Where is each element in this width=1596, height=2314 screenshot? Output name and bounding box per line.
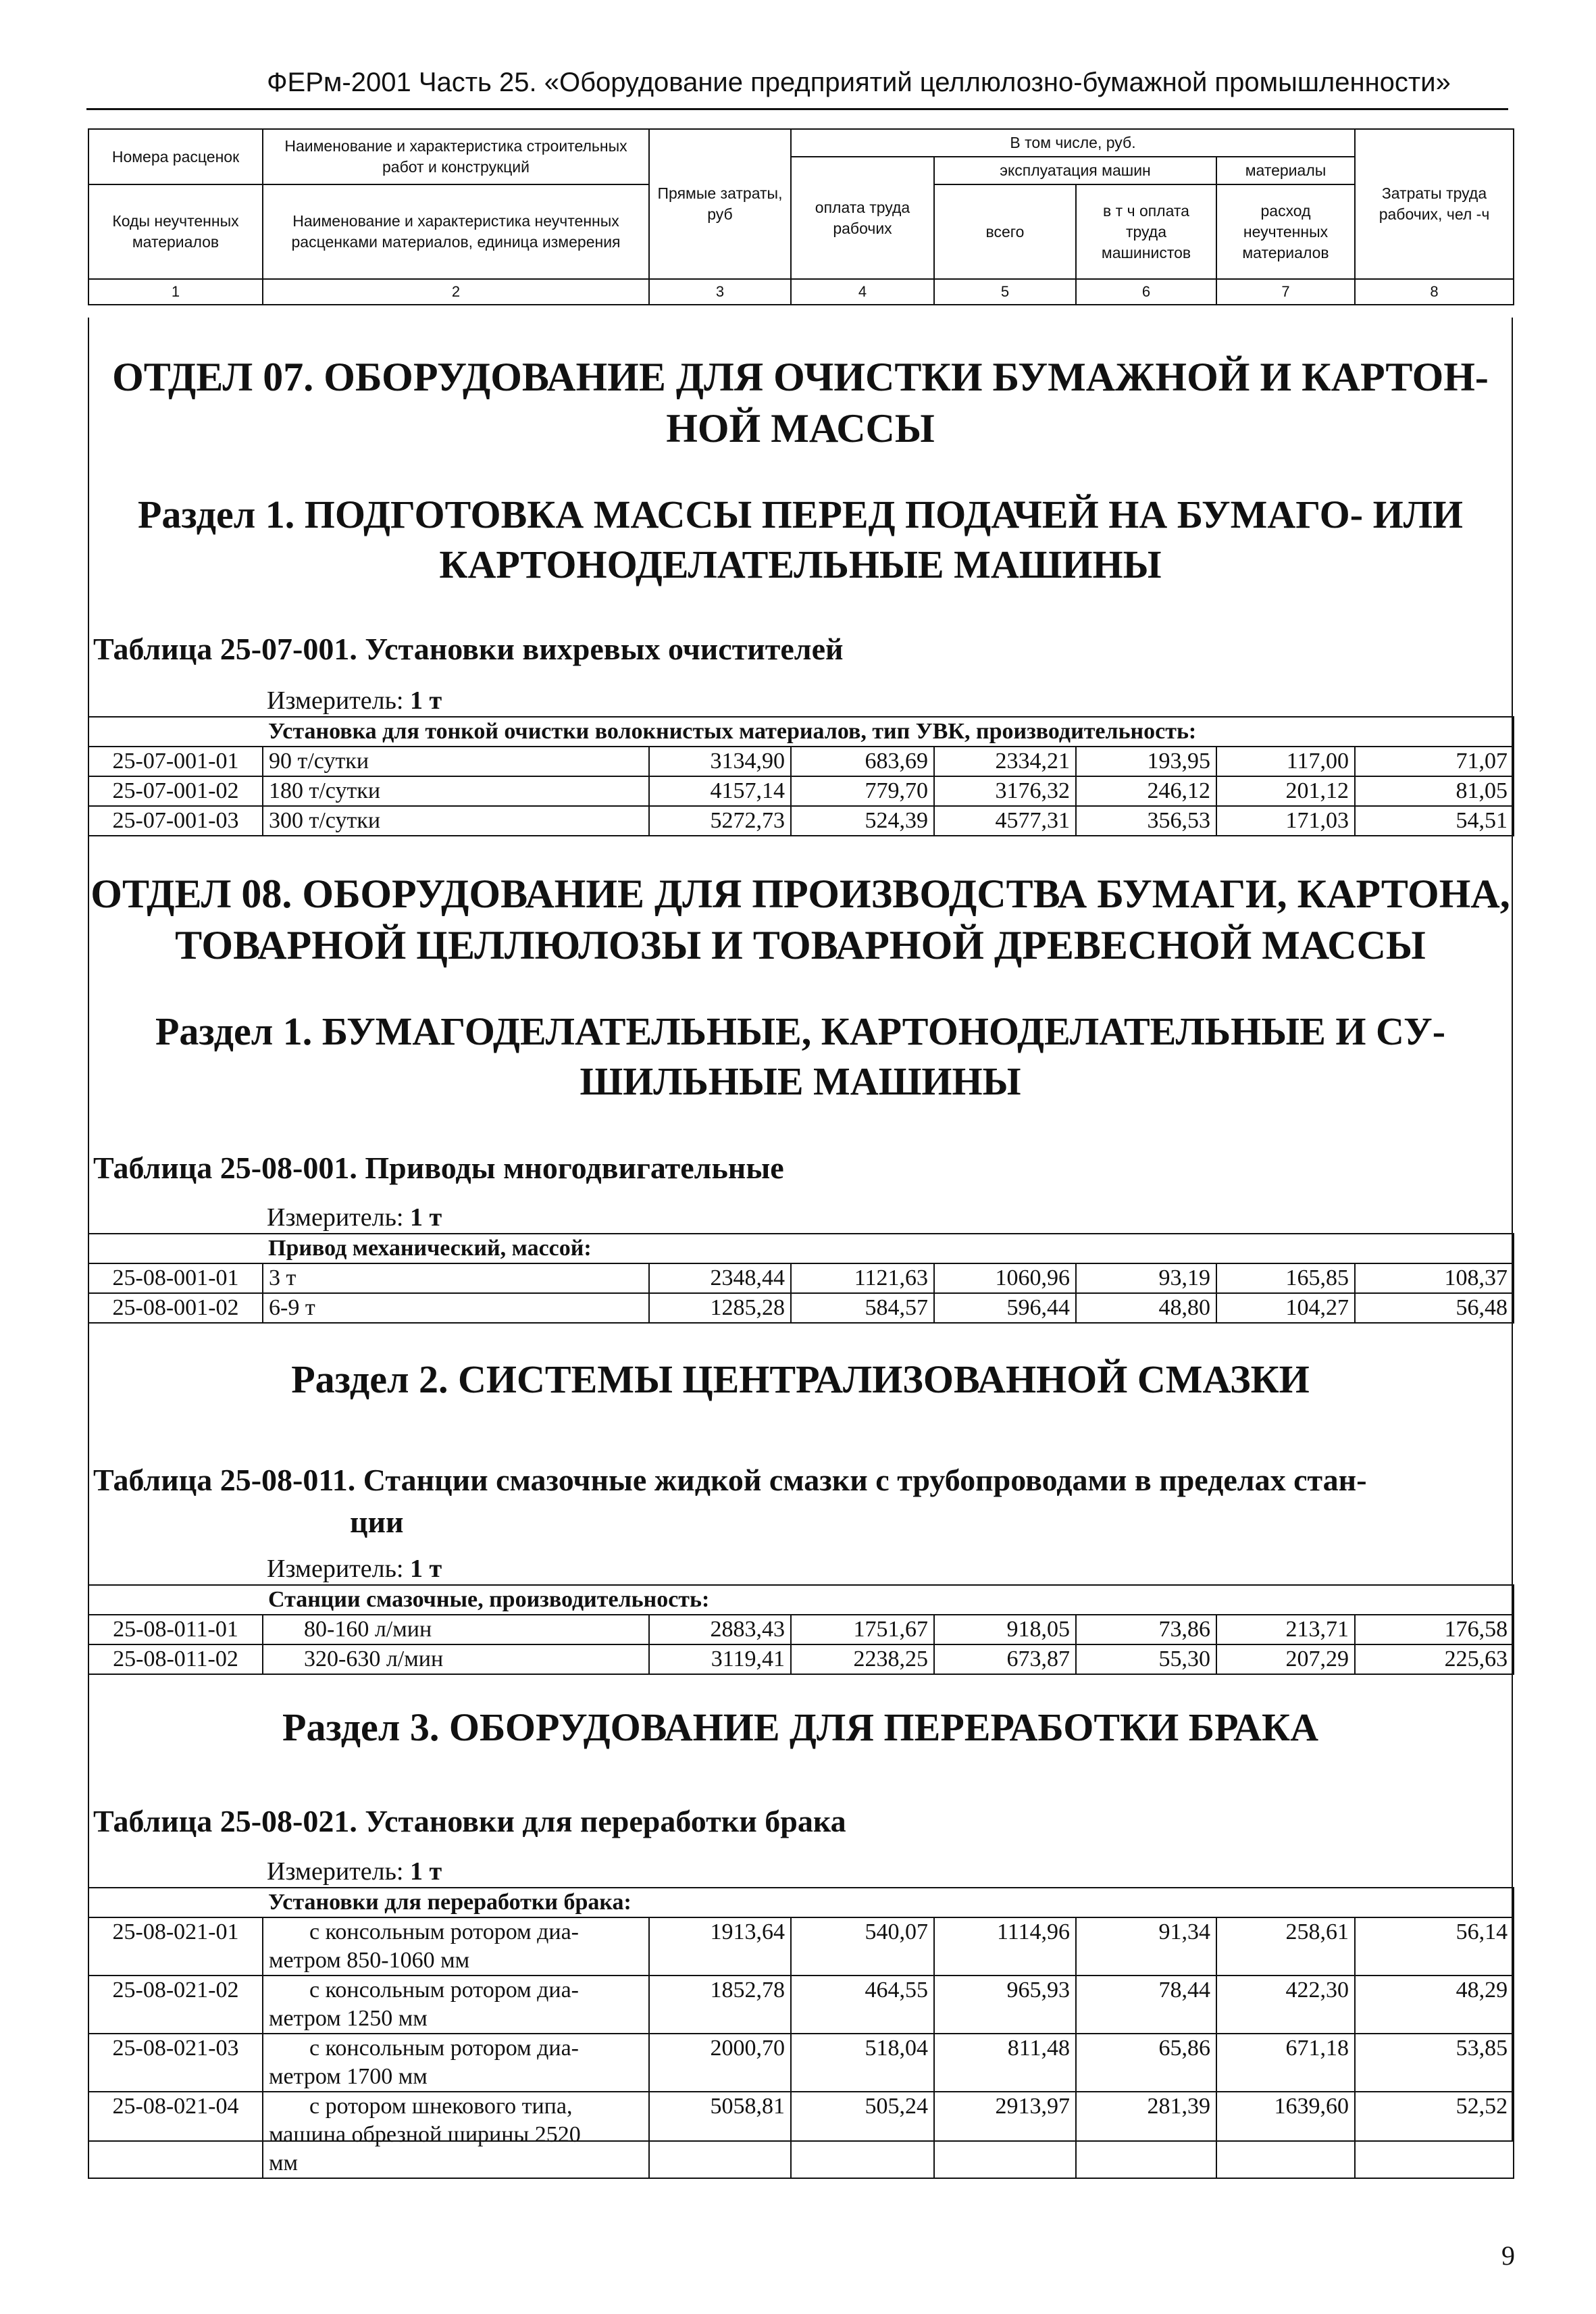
table-caption-line: Таблица 25-08-011. Станции смазочные жидкой смазки с трубопроводами в пределах стан- — [93, 1463, 1367, 1497]
section-title: Раздел 2. СИСТЕМЫ ЦЕНТРАЛИЗОВАННОЙ СМАЗКИ — [291, 1357, 1310, 1401]
measure-value: 1 т — [410, 686, 442, 715]
header-col-number: 2 — [263, 279, 649, 305]
cell-value: 73,86 — [1076, 1615, 1216, 1644]
cell-value: 1285,28 — [649, 1293, 791, 1323]
rate-code: 25-08-021-04 — [88, 2092, 263, 2178]
table-row — [88, 1976, 1514, 2034]
cell-value: 5058,81 — [649, 2092, 791, 2178]
cell-value: 56,14 — [1355, 1917, 1514, 1976]
rate-code: 25-08-001-01 — [88, 1263, 263, 1293]
cell-value: 2883,43 — [649, 1615, 791, 1644]
item-name-line: машина обрезной ширины 2520 — [269, 2122, 581, 2147]
item-name-line: с консольным ротором диа- — [309, 2036, 579, 2061]
cell-value: 54,51 — [1355, 806, 1514, 836]
header-labor-cost: Затраты труда рабочих, чел -ч — [1355, 129, 1514, 279]
measure-label: Измеритель: — [267, 1857, 404, 1886]
rate-code: 25-08-001-02 — [88, 1293, 263, 1323]
measure-label: Измеритель: — [267, 686, 404, 715]
running-head: ФЕРм-2001 Часть 25. «Оборудование предприятий целлюлозно-бумажной промышленности» — [267, 68, 1451, 97]
cell-value: 3119,41 — [649, 1644, 791, 1674]
rate-code: 25-08-021-02 — [88, 1976, 263, 2034]
item-name — [263, 1917, 649, 1976]
data-table — [88, 716, 1514, 836]
table-caption-line: ции — [350, 1505, 404, 1539]
section-title-line: Раздел 1. БУМАГОДЕЛАТЕЛЬНЫЕ, КАРТОНОДЕЛАТЕЛЬНЫЕ И СУ- — [155, 1009, 1446, 1053]
measure-unit — [267, 1857, 442, 1886]
header-direct-costs: Прямые затраты, руб — [649, 129, 791, 279]
data-table — [88, 1233, 1514, 1324]
header-materials: материалы — [1216, 157, 1355, 184]
table-row — [88, 747, 1514, 776]
rate-code: 25-07-001-01 — [88, 747, 263, 776]
cell-value: 811,48 — [934, 2034, 1076, 2092]
group-row: Установка для тонкой очистки волокнистых материалов, тип УВК, производительность: — [88, 717, 1514, 747]
cell-value: 93,19 — [1076, 1263, 1216, 1293]
table-row — [88, 2092, 1514, 2178]
section-title-line: ШИЛЬНЫЕ МАШИНЫ — [580, 1059, 1021, 1103]
measure-unit — [267, 1554, 442, 1584]
cell-value: 78,44 — [1076, 1976, 1216, 2034]
cell-value: 55,30 — [1076, 1644, 1216, 1674]
header-col-number: 6 — [1076, 279, 1216, 305]
cell-value: 5272,73 — [649, 806, 791, 836]
header-col-number: 8 — [1355, 279, 1514, 305]
item-name-line: метром 1250 мм — [269, 2006, 428, 2031]
cell-value: 193,95 — [1076, 747, 1216, 776]
rate-code: 25-08-011-02 — [88, 1644, 263, 1674]
item-name-line: с ротором шнекового типа, — [309, 2094, 573, 2119]
measure-value: 1 т — [410, 1555, 442, 1583]
cell-value: 117,00 — [1216, 747, 1355, 776]
cell-value: 2334,21 — [934, 747, 1076, 776]
item-name-line: мм — [269, 2150, 299, 2175]
cell-value: 584,57 — [791, 1293, 934, 1323]
rate-code: 25-08-011-01 — [88, 1615, 263, 1644]
cell-value: 464,55 — [791, 1976, 934, 2034]
cell-value: 171,03 — [1216, 806, 1355, 836]
header-work-name: Наименование и характеристика строительных работ и конструкций — [263, 129, 649, 184]
cell-value: 53,85 — [1355, 2034, 1514, 2092]
cell-value: 48,29 — [1355, 1976, 1514, 2034]
header-including: В том числе, руб. — [791, 129, 1355, 157]
item-name — [263, 1976, 649, 2034]
cell-value: 281,39 — [1076, 2092, 1216, 2178]
item-name-line: метром 850-1060 мм — [269, 1948, 470, 1973]
cell-value: 683,69 — [791, 747, 934, 776]
header-labor-pay: оплата труда рабочих — [791, 157, 934, 279]
header-machinist-pay: в т ч оплата труда машинистов — [1076, 184, 1216, 279]
measure-unit — [267, 1203, 442, 1232]
cell-value: 524,39 — [791, 806, 934, 836]
cell-value: 104,27 — [1216, 1293, 1355, 1323]
cell-value: 91,34 — [1076, 1917, 1216, 1976]
cell-value: 3176,32 — [934, 776, 1076, 806]
section-title — [88, 490, 1513, 590]
measure-unit — [267, 686, 442, 715]
cell-value: 56,48 — [1355, 1293, 1514, 1323]
table-row — [88, 1917, 1514, 1976]
measure-value: 1 т — [410, 1203, 442, 1232]
department-title — [88, 351, 1513, 454]
rate-code: 25-08-021-03 — [88, 2034, 263, 2092]
department-title-line: НОЙ МАССЫ — [666, 406, 935, 451]
section-title-line: Раздел 1. ПОДГОТОВКА МАССЫ ПЕРЕД ПОДАЧЕЙ НА БУМАГО- ИЛИ — [137, 493, 1464, 536]
item-name: 6-9 т — [263, 1293, 649, 1323]
header-rule — [86, 108, 1508, 110]
rate-code: 25-08-021-01 — [88, 1917, 263, 1976]
header-col-number: 1 — [88, 279, 263, 305]
group-row: Станции смазочные, производительность: — [88, 1585, 1514, 1615]
table-row — [88, 2034, 1514, 2092]
item-name-line: метром 1700 мм — [269, 2064, 428, 2089]
table-caption: Таблица 25-08-021. Установки для переработки брака — [93, 1804, 846, 1838]
cell-value: 1751,67 — [791, 1615, 934, 1644]
item-name — [263, 2092, 649, 2178]
item-name: 320-630 л/мин — [263, 1644, 649, 1674]
cell-value: 3134,90 — [649, 747, 791, 776]
measure-label: Измеритель: — [267, 1203, 404, 1232]
rate-code: 25-07-001-03 — [88, 806, 263, 836]
item-name: 80-160 л/мин — [263, 1615, 649, 1644]
cell-value: 81,05 — [1355, 776, 1514, 806]
cell-value: 207,29 — [1216, 1644, 1355, 1674]
table-row — [88, 776, 1514, 806]
data-table — [88, 1887, 1514, 2179]
group-row: Установки для переработки брака: — [88, 1888, 1514, 1917]
cell-value: 246,12 — [1076, 776, 1216, 806]
cell-value: 1060,96 — [934, 1263, 1076, 1293]
department-title — [88, 868, 1513, 971]
rate-code: 25-07-001-02 — [88, 776, 263, 806]
item-name-line: с консольным ротором диа- — [309, 1919, 579, 1944]
cell-value: 165,85 — [1216, 1263, 1355, 1293]
item-name-line: с консольным ротором диа- — [309, 1978, 579, 2003]
cell-value: 4157,14 — [649, 776, 791, 806]
cell-value: 2238,25 — [791, 1644, 934, 1674]
department-title-line: ТОВАРНОЙ ЦЕЛЛЮЛОЗЫ И ТОВАРНОЙ ДРЕВЕСНОЙ МАССЫ — [175, 923, 1426, 967]
cell-value: 176,58 — [1355, 1615, 1514, 1644]
item-name: 3 т — [263, 1263, 649, 1293]
cell-value: 1852,78 — [649, 1976, 791, 2034]
cell-value: 52,52 — [1355, 2092, 1514, 2178]
table-caption: Таблица 25-08-001. Приводы многодвигательные — [93, 1151, 784, 1185]
cell-value: 108,37 — [1355, 1263, 1514, 1293]
department-title-line: ОТДЕЛ 07. ОБОРУДОВАНИЕ ДЛЯ ОЧИСТКИ БУМАЖНОЙ И КАРТОН- — [112, 355, 1489, 399]
header-col-number: 4 — [791, 279, 934, 305]
header-col-number: 5 — [934, 279, 1076, 305]
cell-value: 356,53 — [1076, 806, 1216, 836]
table-caption — [93, 1459, 1478, 1543]
header-material-name: Наименование и характеристика неучтенных расценками материалов, единица измерения — [263, 184, 649, 279]
data-table — [88, 1584, 1514, 1675]
item-name — [263, 2034, 649, 2092]
cell-value: 779,70 — [791, 776, 934, 806]
cell-value: 65,86 — [1076, 2034, 1216, 2092]
item-name: 300 т/сутки — [263, 806, 649, 836]
cell-value: 71,07 — [1355, 747, 1514, 776]
table-row — [88, 1615, 1514, 1644]
table-row — [88, 1263, 1514, 1293]
header-machine-total: всего — [934, 184, 1076, 279]
table-row — [88, 1644, 1514, 1674]
cell-value: 225,63 — [1355, 1644, 1514, 1674]
cell-value: 2000,70 — [649, 2034, 791, 2092]
table-caption: Таблица 25-07-001. Установки вихревых очистителей — [93, 632, 844, 666]
section-title: Раздел 3. ОБОРУДОВАНИЕ ДЛЯ ПЕРЕРАБОТКИ БРАКА — [282, 1705, 1318, 1749]
cell-value: 505,24 — [791, 2092, 934, 2178]
header-col-number: 7 — [1216, 279, 1355, 305]
cell-value: 673,87 — [934, 1644, 1076, 1674]
cell-value: 518,04 — [791, 2034, 934, 2092]
cell-value: 596,44 — [934, 1293, 1076, 1323]
cell-value: 1913,64 — [649, 1917, 791, 1976]
cell-value: 1114,96 — [934, 1917, 1076, 1976]
header-material-codes: Коды неучтенных материалов — [88, 184, 263, 279]
header-machine-operation: эксплуатация машин — [934, 157, 1216, 184]
cell-value: 201,12 — [1216, 776, 1355, 806]
header-col-number: 3 — [649, 279, 791, 305]
cell-value: 4577,31 — [934, 806, 1076, 836]
cell-value: 422,30 — [1216, 1976, 1355, 2034]
cell-value: 671,18 — [1216, 2034, 1355, 2092]
measure-label: Измеритель: — [267, 1555, 404, 1583]
cell-value: 213,71 — [1216, 1615, 1355, 1644]
cell-value: 48,80 — [1076, 1293, 1216, 1323]
column-header-table — [88, 128, 1514, 305]
table-row — [88, 806, 1514, 836]
group-row: Привод механический, массой: — [88, 1234, 1514, 1263]
cell-value: 258,61 — [1216, 1917, 1355, 1976]
section-title — [88, 1007, 1513, 1107]
cell-value: 918,05 — [934, 1615, 1076, 1644]
cell-value: 2348,44 — [649, 1263, 791, 1293]
cell-value: 540,07 — [791, 1917, 934, 1976]
table-row — [88, 1293, 1514, 1323]
header-rate-numbers: Номера расценок — [88, 129, 263, 184]
cell-value: 1639,60 — [1216, 2092, 1355, 2178]
cell-value: 2913,97 — [934, 2092, 1076, 2178]
item-name: 180 т/сутки — [263, 776, 649, 806]
measure-value: 1 т — [410, 1857, 442, 1886]
item-name: 90 т/сутки — [263, 747, 649, 776]
cell-value: 965,93 — [934, 1976, 1076, 2034]
department-title-line: ОТДЕЛ 08. ОБОРУДОВАНИЕ ДЛЯ ПРОИЗВОДСТВА БУМАГИ, КАРТОНА, — [91, 872, 1510, 916]
cell-value: 1121,63 — [791, 1263, 934, 1293]
section-title-line: КАРТОНОДЕЛАТЕЛЬНЫЕ МАШИНЫ — [439, 543, 1162, 586]
header-materials-use: расход неучтенных материалов — [1216, 184, 1355, 279]
page-number: 9 — [1501, 2240, 1515, 2271]
